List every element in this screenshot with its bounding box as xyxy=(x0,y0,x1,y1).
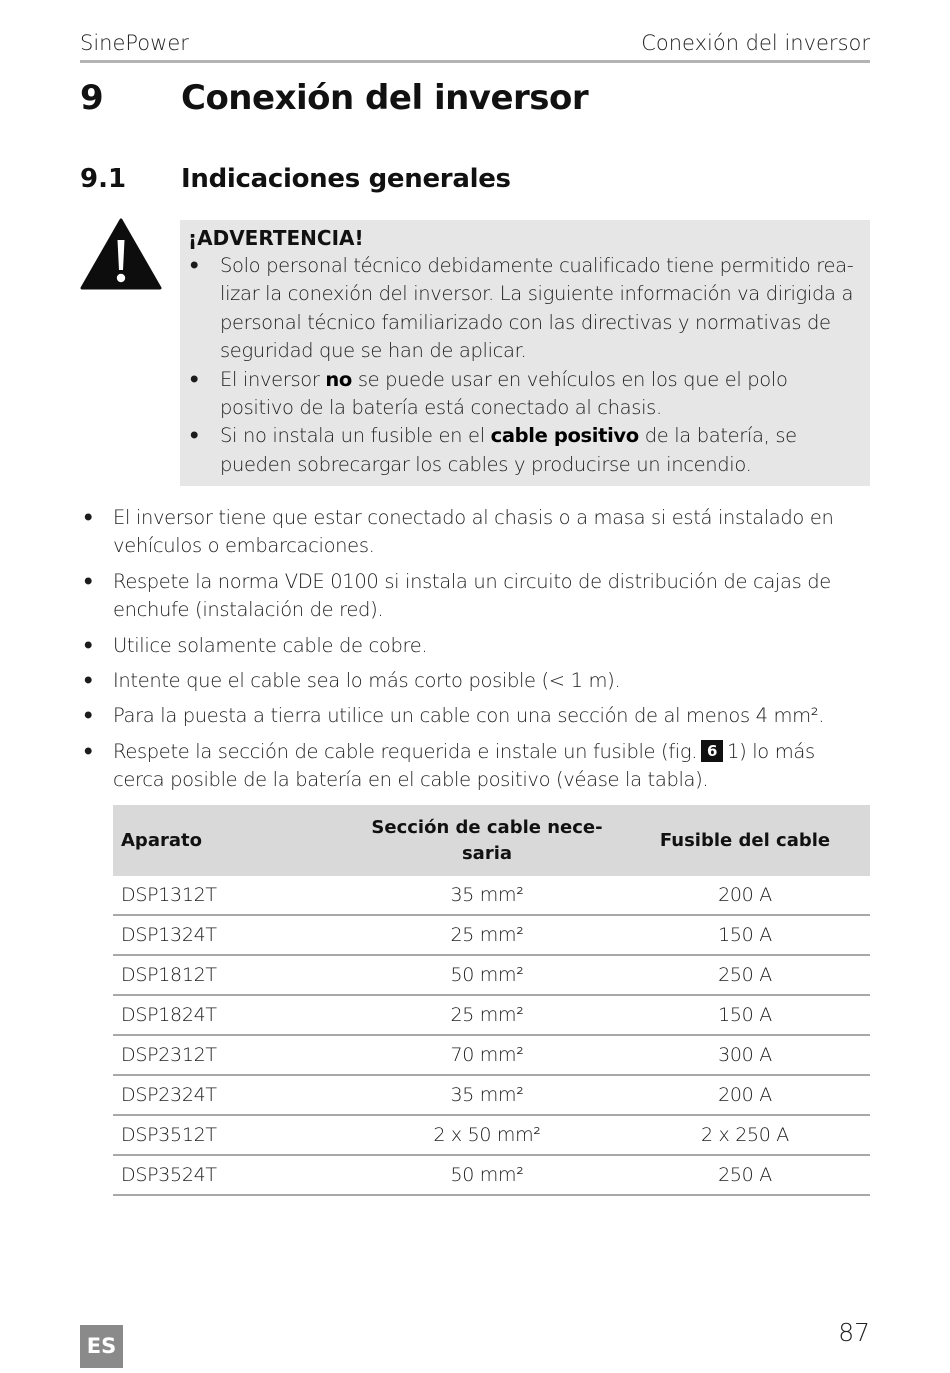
table-row: DSP1312T 35 mm² 200 A xyxy=(113,876,870,915)
col-header-fuse: Fusible del cable xyxy=(620,805,870,876)
instructions-list xyxy=(80,504,870,802)
warning-item: • Si no instala un fusible en el cable positivo de la batería, se pueden sobrecargar los cables y producirse un incendio. xyxy=(188,422,862,479)
warning-box xyxy=(180,220,870,486)
table-row: DSP1824T 25 mm² 150 A xyxy=(113,995,870,1035)
table-row: DSP3524T 50 mm² 250 A xyxy=(113,1155,870,1195)
cable-spec-table xyxy=(113,805,870,1196)
running-header-product: SinePower xyxy=(80,31,189,55)
table-header-row xyxy=(113,805,870,876)
figure-ref-badge: 6 xyxy=(701,740,723,762)
warning-item: • El inversor no se puede usar en vehículos en los que el polo positivo de la batería está conectado al chasis. xyxy=(188,366,862,423)
list-item: • Respete la norma VDE 0100 si instala un circuito de distribución de cajas de enchufe (instalación de red). xyxy=(80,568,870,625)
col-header-device: Aparato xyxy=(113,805,354,876)
list-item: • Utilice solamente cable de cobre. xyxy=(80,632,870,660)
list-item: • El inversor tiene que estar conectado al chasis o a masa si está instalado en vehículos o embarcaciones. xyxy=(80,504,870,561)
page-number: 87 xyxy=(838,1318,870,1347)
table-row: DSP1812T 50 mm² 250 A xyxy=(113,955,870,995)
section-title: Conexión del inversor xyxy=(181,78,589,118)
warning-triangle-icon xyxy=(80,218,162,290)
table-row: DSP1324T 25 mm² 150 A xyxy=(113,915,870,955)
warning-title: ¡ADVERTENCIA! xyxy=(188,226,364,250)
col-header-cable-section: Sección de cable nece- saria xyxy=(354,805,620,876)
running-header-chapter: Conexión del inversor xyxy=(641,31,870,55)
header-divider xyxy=(80,60,870,63)
list-item: • Para la puesta a tierra utilice un cable con una sección de al menos 4 mm². xyxy=(80,702,870,730)
section-number: 9 xyxy=(80,78,104,118)
list-item: • Respete la sección de cable requerida e instale un fusible (fig. 6 1) lo más cerca posible de la batería en el cable positivo (véase la tabla). xyxy=(80,738,870,795)
list-item: • Intente que el cable sea lo más corto posible (< 1 m). xyxy=(80,667,870,695)
warning-list xyxy=(188,252,862,479)
table-row: DSP2312T 70 mm² 300 A xyxy=(113,1035,870,1075)
table-row: DSP3512T 2 x 50 mm² 2 x 250 A xyxy=(113,1115,870,1155)
warning-item: • Solo personal técnico debidamente cualificado tiene permitido realizar la conexión del inversor. La siguiente información va dirigida a personal técnico familiarizado con las directivas y normativas de seguridad que se han de aplicar. xyxy=(188,252,862,366)
subsection-title: Indicaciones generales xyxy=(181,164,511,194)
table-row: DSP2324T 35 mm² 200 A xyxy=(113,1075,870,1115)
language-badge: ES xyxy=(80,1325,123,1368)
subsection-number: 9.1 xyxy=(80,164,127,194)
